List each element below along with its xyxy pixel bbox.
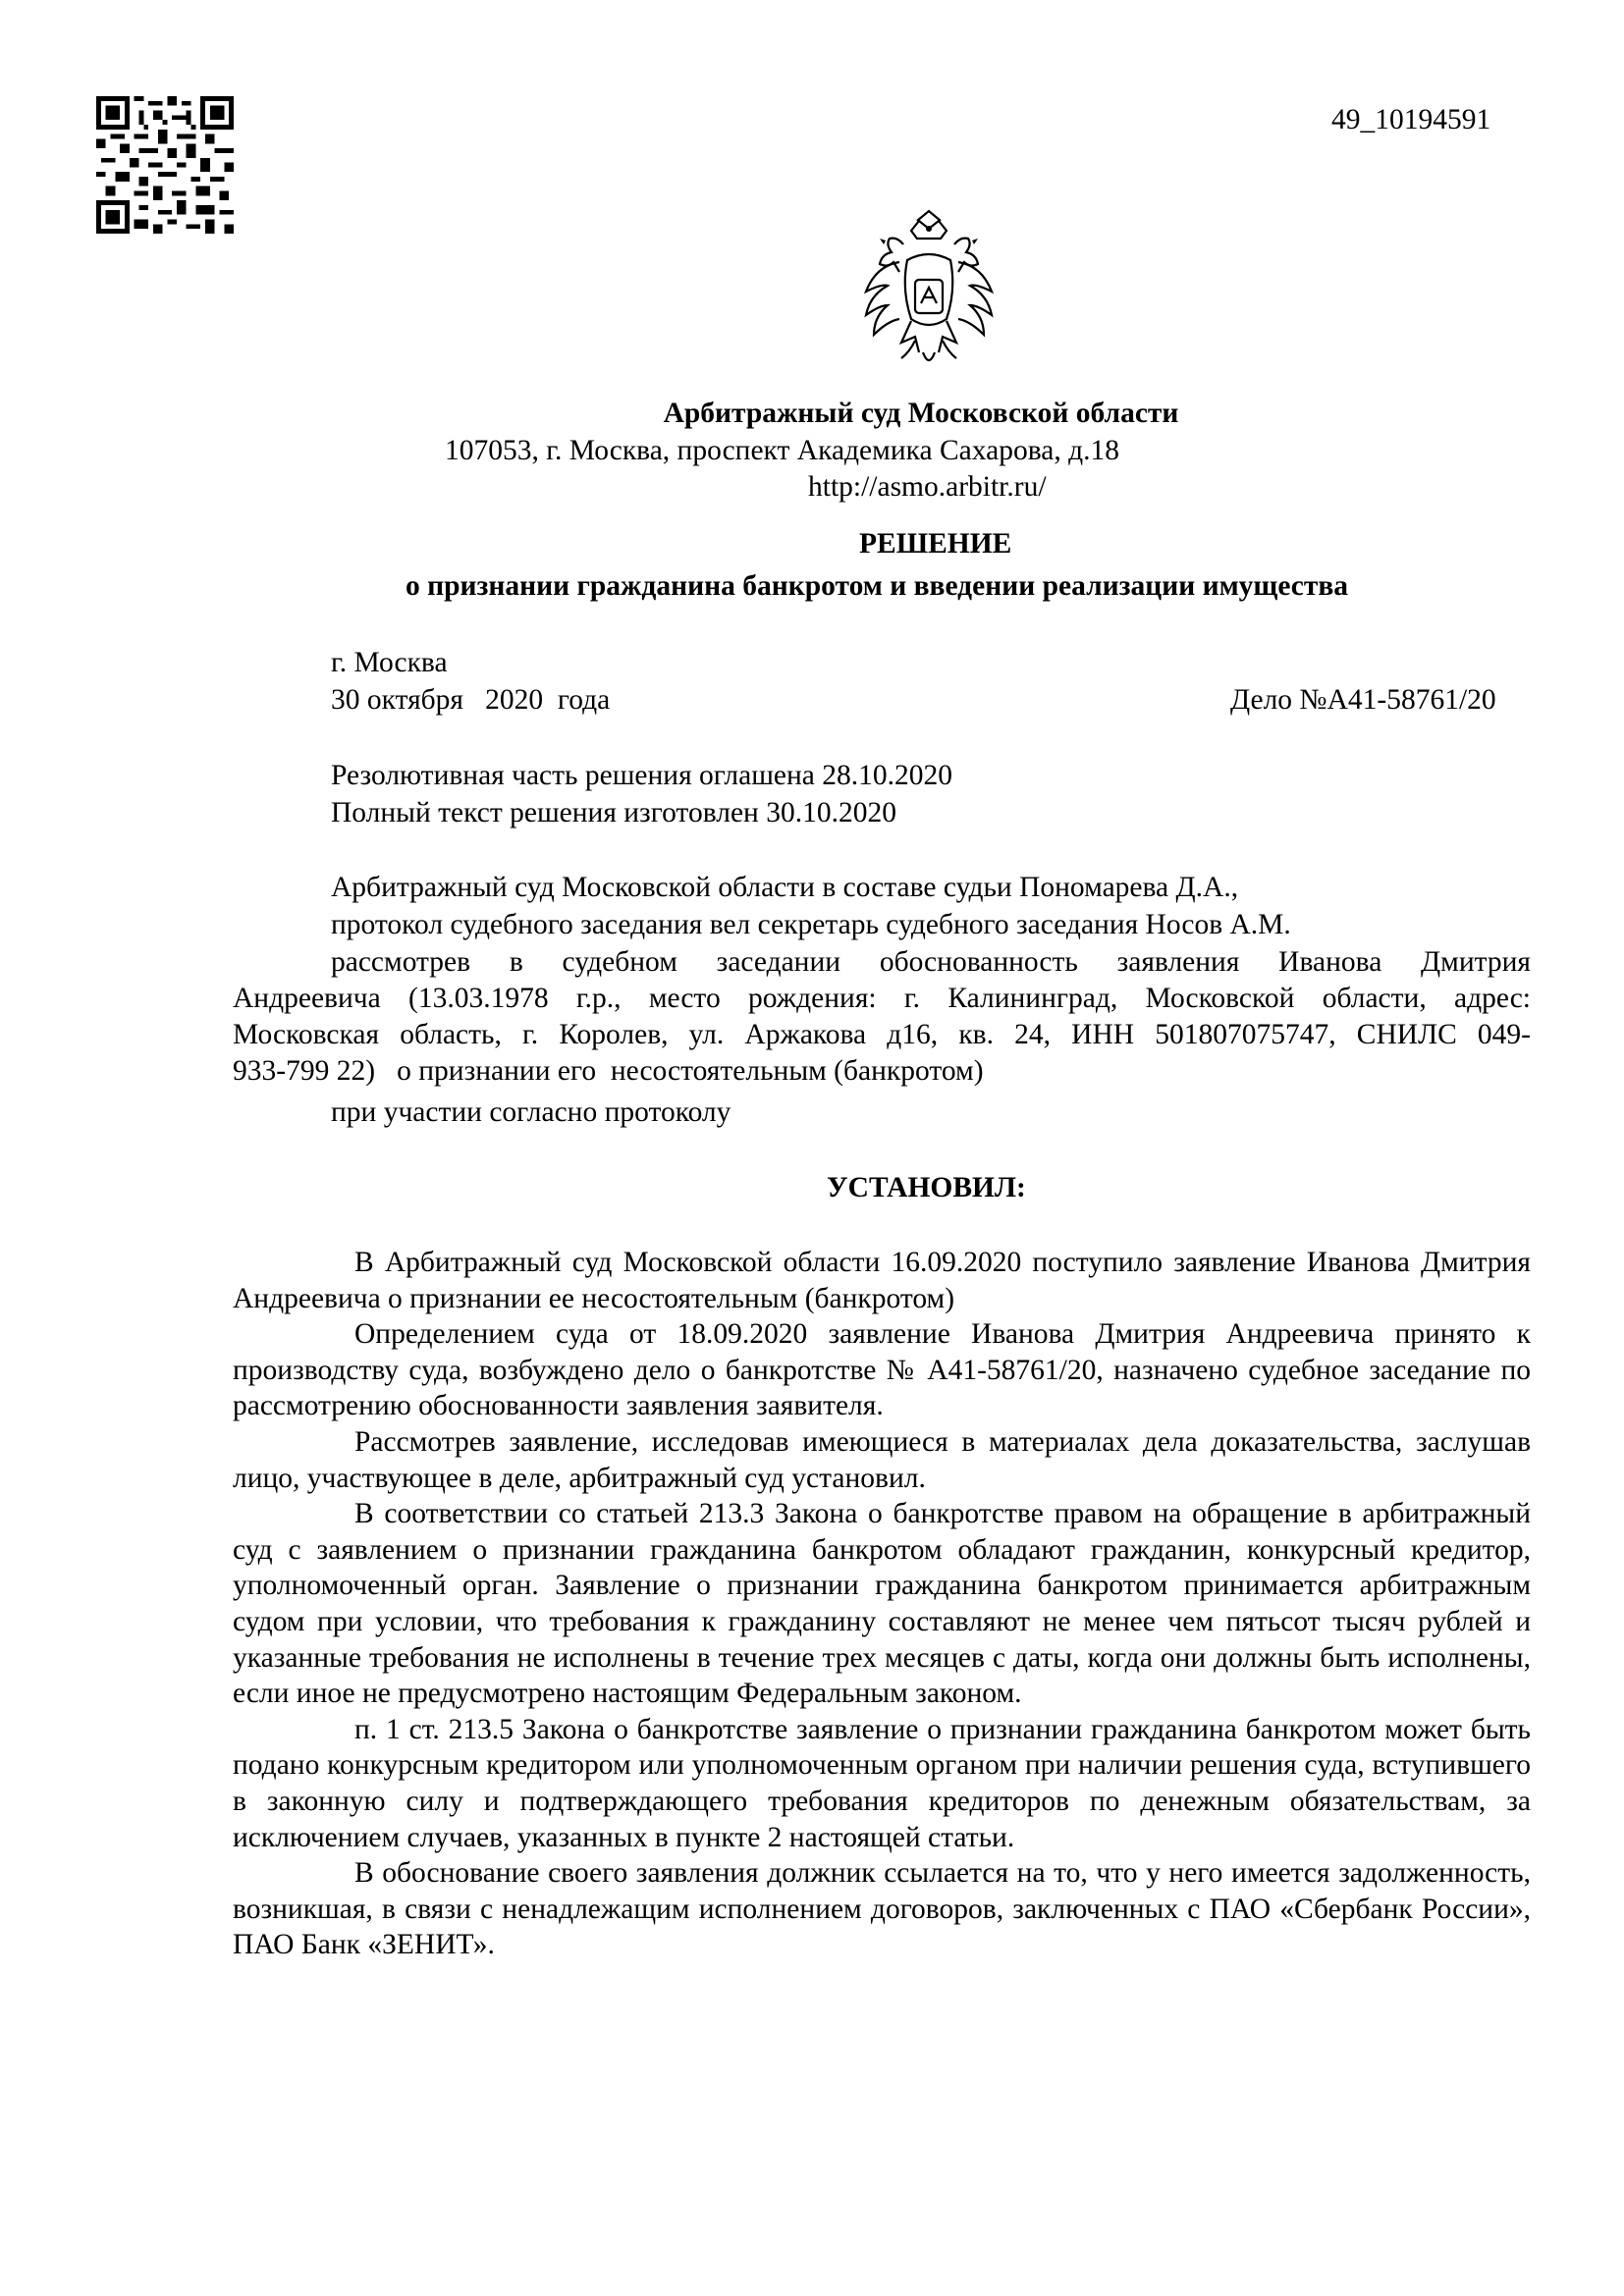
paragraph: Определением суда от 18.09.2020 заявление Иванова Дмитрия Андреевича принято к производству суда, возбуждено дело о банкротстве № А41-58761/20, назначено судебное заседание по рассмотрению обоснованности заявления заявителя. (233, 1318, 1531, 1422)
body-text (233, 1245, 1531, 1963)
paragraph: Рассмотрев заявление, исследовав имеющиеся в материалах дела доказательства, заслушав лицо, участвующее в деле, арбитражный суд установил. (233, 1425, 1531, 1494)
paragraph: В соответствии со статьей 213.3 Закона о банкротстве правом на обращение в арбитражный суд с заявлением о признании гражданина банкротом обладают гражданин, конкурсный кредитор, уполномоченный орган. Заявление о признании гражданина банкротом принимается арбитражным судом при условии, что требования к гражданину составляют не менее чем пятьсот тысяч рублей и указанные требования не исполнены в течение трех месяцев с даты, когда они должны быть исполнены, если иное не предусмотрено настоящим Федеральным законом. (233, 1498, 1531, 1710)
paragraph: В обоснование своего заявления должник ссылается на то, что у него имеется задолженность, возникшая, в связи с ненадлежащим исполнением договоров, заключенных с ПАО «Сбербанк России», ПАО Банк «ЗЕНИТ». (233, 1857, 1531, 1961)
document-subtitle: о признании гражданина банкротом и введении реализации имущества (406, 570, 1349, 602)
intro-line-2: протокол судебного заседания вел секретарь судебного заседания Носов А.М. (331, 909, 1291, 940)
decision-date: 30 октября 2020 года (331, 684, 611, 716)
intro-line-7: при участии согласно протоколу (331, 1096, 731, 1128)
document-title: РЕШЕНИЕ (859, 528, 1012, 560)
fulltext-prepared: Полный текст решения изготовлен 30.10.2020 (331, 797, 896, 828)
court-name: Арбитражный суд Московской области (663, 398, 1179, 429)
intro-line-6: 933-799 22) о признании его несостоятельным (банкротом) (233, 1055, 984, 1087)
qr-code-icon (96, 96, 234, 234)
paragraph: п. 1 ст. 213.5 Закона о банкротстве заявление о признании гражданина банкротом может быть подано конкурсным кредитором или уполномоченным органом при наличии решения суда, вступившего в законную силу и подтверждающего требования кредиторов по денежным обязательствам, за исключением случаев, указанных в пункте 2 настоящей статьи. (233, 1713, 1531, 1853)
paragraph: В Арбитражный суд Московской области 16.09.2020 поступило заявление Иванова Дмитрия Андреевича о признании ее несостоятельным (банкротом) (233, 1247, 1531, 1314)
court-website[interactable]: http://asmo.arbitr.ru/ (808, 471, 1047, 503)
russian-coat-of-arms-icon (860, 209, 998, 378)
intro-line-1: Арбитражный суд Московской области в составе судьи Пономарева Д.А., (331, 872, 1239, 903)
document-id: 49_10194591 (1331, 104, 1491, 135)
case-number: Дело №А41-58761/20 (1230, 684, 1496, 716)
section-title: УСТАНОВИЛ: (827, 1172, 1026, 1203)
intro-justified (233, 944, 1531, 1089)
city: г. Москва (331, 647, 448, 678)
intro-line-3: рассмотрев в судебном заседании обоснованность заявления Иванова Дмитрия (331, 946, 1531, 978)
intro-line-5: Московская область, г. Королев, ул. Аржакова д16, кв. 24, ИНН 501807075747, СНИЛС 049- (233, 1019, 1531, 1050)
resolution-announced: Резолютивная часть решения оглашена 28.10.2020 (331, 760, 953, 791)
court-address: 107053, г. Москва, проспект Академика Сахарова, д.18 (445, 435, 1119, 466)
intro-line-4: Андреевича (13.03.1978 г.р., место рождения: г. Калининград, Московской области, адрес: (233, 983, 1531, 1014)
